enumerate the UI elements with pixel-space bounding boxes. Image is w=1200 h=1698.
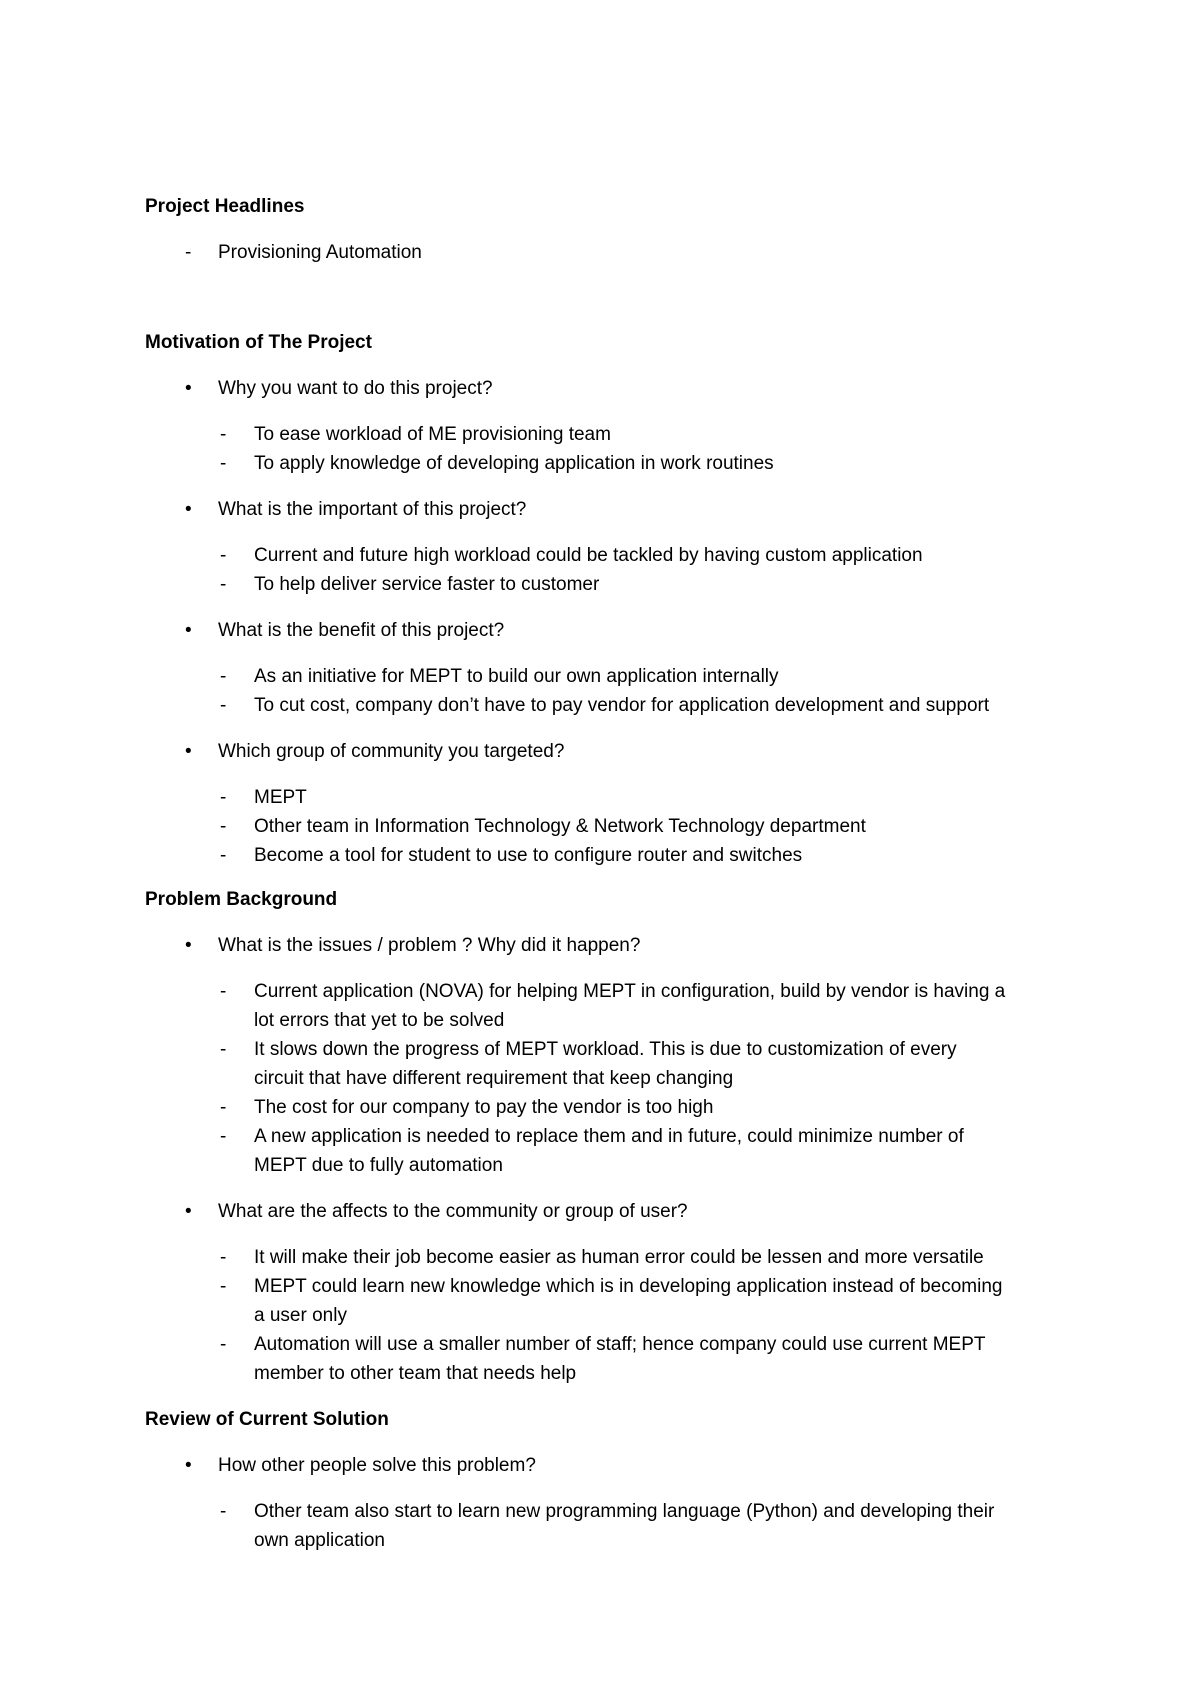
answer-text: MEPT xyxy=(254,787,307,808)
bullet-marker: • xyxy=(185,378,192,399)
answer-text: It will make their job become easier as human error could be lessen and more versatile xyxy=(254,1247,984,1268)
answer-text: Other team also start to learn new programming language (Python) and developing their xyxy=(254,1501,995,1522)
answer-text: To apply knowledge of developing application in work routines xyxy=(254,453,774,474)
dash-marker: - xyxy=(220,1276,227,1297)
answer-text: a user only xyxy=(254,1305,347,1326)
answer-text: MEPT could learn new knowledge which is in developing application instead of becoming xyxy=(254,1276,1003,1297)
dash-marker: - xyxy=(220,787,227,808)
question-text: What is the important of this project? xyxy=(218,499,527,520)
dash-marker: - xyxy=(220,453,227,474)
bullet-marker: • xyxy=(185,741,192,762)
question-text: What is the issues / problem ? Why did it happen? xyxy=(218,935,641,956)
dash-marker: - xyxy=(220,1501,227,1522)
heading-review-current-solution: Review of Current Solution xyxy=(145,1409,389,1430)
dash-marker: - xyxy=(220,695,227,716)
list-item-text: Provisioning Automation xyxy=(218,242,422,263)
dash-marker: - xyxy=(220,845,227,866)
question-text: How other people solve this problem? xyxy=(218,1455,536,1476)
bullet-marker: • xyxy=(185,935,192,956)
bullet-marker: • xyxy=(185,1201,192,1222)
dash-marker: - xyxy=(220,1247,227,1268)
answer-text: To help deliver service faster to customer xyxy=(254,574,600,595)
answer-text: Other team in Information Technology & Network Technology department xyxy=(254,816,866,837)
question-text: What are the affects to the community or group of user? xyxy=(218,1201,688,1222)
answer-text: member to other team that needs help xyxy=(254,1363,577,1384)
bullet-marker: • xyxy=(185,1455,192,1476)
dash-marker: - xyxy=(220,1097,227,1118)
answer-text: To cut cost, company don’t have to pay vendor for application development and support xyxy=(254,695,990,716)
answer-text: A new application is needed to replace them and in future, could minimize number of xyxy=(254,1126,964,1147)
answer-text: lot errors that yet to be solved xyxy=(254,1010,505,1031)
answer-text: It slows down the progress of MEPT workload. This is due to customization of every xyxy=(254,1039,957,1060)
answer-text: own application xyxy=(254,1530,385,1551)
answer-text: MEPT due to fully automation xyxy=(254,1155,503,1176)
dash-marker: - xyxy=(185,242,192,263)
question-text: What is the benefit of this project? xyxy=(218,620,505,641)
answer-text: Current and future high workload could be tackled by having custom application xyxy=(254,545,923,566)
dash-marker: - xyxy=(220,424,227,445)
answer-text: As an initiative for MEPT to build our own application internally xyxy=(254,666,779,687)
answer-text: The cost for our company to pay the vendor is too high xyxy=(254,1097,714,1118)
dash-marker: - xyxy=(220,1334,227,1355)
question-text: Why you want to do this project? xyxy=(218,378,493,399)
answer-text: circuit that have different requirement that keep changing xyxy=(254,1068,734,1089)
answer-text: Current application (NOVA) for helping MEPT in configuration, build by vendor is having a xyxy=(254,981,1006,1002)
answer-text: Automation will use a smaller number of staff; hence company could use current MEPT xyxy=(254,1334,986,1355)
dash-marker: - xyxy=(220,1126,227,1147)
dash-marker: - xyxy=(220,574,227,595)
bullet-marker: • xyxy=(185,620,192,641)
dash-marker: - xyxy=(220,981,227,1002)
heading-project-headlines: Project Headlines xyxy=(145,196,305,217)
answer-text: To ease workload of ME provisioning team xyxy=(254,424,611,445)
question-text: Which group of community you targeted? xyxy=(218,741,565,762)
dash-marker: - xyxy=(220,1039,227,1060)
dash-marker: - xyxy=(220,545,227,566)
answer-text: Become a tool for student to use to configure router and switches xyxy=(254,845,803,866)
heading-motivation: Motivation of The Project xyxy=(145,332,372,353)
bullet-marker: • xyxy=(185,499,192,520)
heading-problem-background: Problem Background xyxy=(145,889,338,910)
dash-marker: - xyxy=(220,816,227,837)
dash-marker: - xyxy=(220,666,227,687)
